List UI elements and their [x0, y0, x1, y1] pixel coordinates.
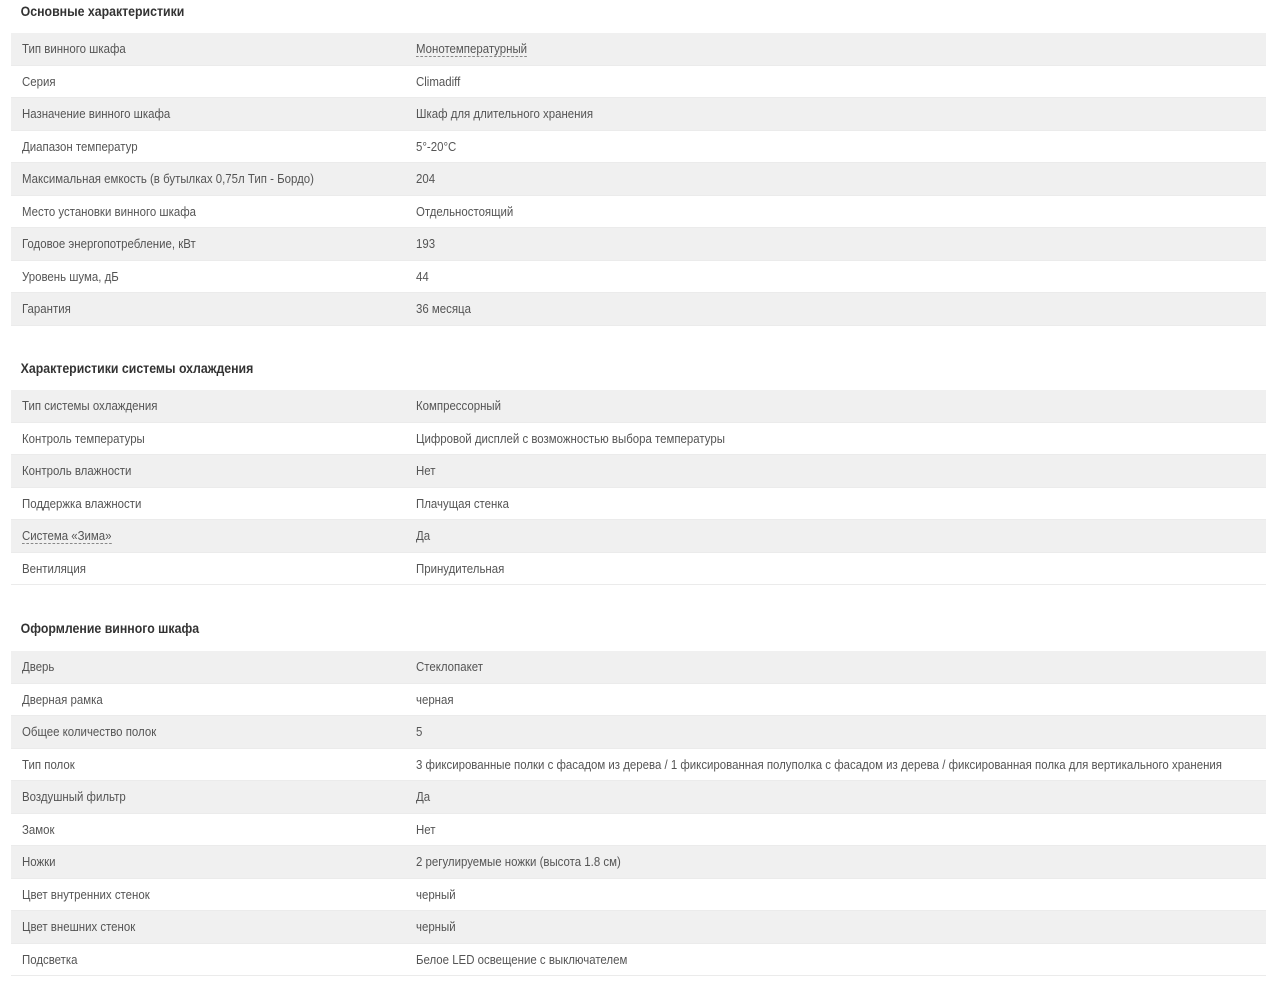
spec-name: Назначение винного шкафа [22, 106, 171, 122]
table-row [11, 879, 1266, 912]
table-row [11, 33, 1266, 66]
section-title: Основные характеристики [20, 3, 185, 19]
section-cooling-specs [11, 357, 1266, 585]
section-main-specs [11, 0, 1266, 326]
spec-name: Ножки [22, 854, 56, 870]
spec-value: Принудительная [416, 560, 505, 576]
table-row [11, 98, 1266, 131]
spec-name: Тип винного шкафа [22, 41, 126, 57]
table-row [11, 455, 1266, 488]
spec-value: Да [416, 789, 431, 805]
spec-value: 193 [416, 236, 436, 252]
table-row [11, 684, 1266, 717]
spec-name: Тип системы охлаждения [22, 398, 158, 414]
table-row [11, 390, 1266, 423]
spec-name: Цвет внешних стенок [22, 919, 136, 935]
spec-value: Отдельностоящий [416, 203, 514, 219]
table-row [11, 228, 1266, 261]
spec-value: Цифровой дисплей с возможностью выбора температуры [416, 430, 725, 446]
table-row [11, 196, 1266, 229]
spec-name [22, 520, 124, 552]
spec-value-link[interactable]: Монотемпературный [416, 40, 528, 56]
spec-value: Climadiff [416, 73, 461, 89]
spec-name: Замок [22, 821, 55, 837]
table-row [11, 66, 1266, 99]
spec-name: Серия [22, 73, 56, 89]
spec-value: черная [416, 691, 454, 707]
table-row [11, 163, 1266, 196]
spec-name: Воздушный фильтр [22, 789, 126, 805]
spec-name: Дверь [22, 659, 55, 675]
spec-name: Контроль температуры [22, 430, 145, 446]
spec-name-link[interactable]: Система «Зима» [22, 527, 112, 543]
specs-table [11, 651, 1266, 976]
spec-value: 204 [416, 171, 436, 187]
table-row [11, 131, 1266, 164]
spec-name: Цвет внутренних стенок [22, 886, 150, 902]
spec-name: Дверная рамка [22, 691, 103, 707]
table-row [11, 814, 1266, 847]
spec-name: Подсветка [22, 951, 78, 967]
spec-value: Нет [416, 463, 436, 479]
spec-value: Компрессорный [416, 398, 502, 414]
spec-value: Шкаф для длительного хранения [416, 106, 594, 122]
table-row [11, 651, 1266, 684]
spec-name: Поддержка влажности [22, 495, 142, 511]
spec-value: Плачущая стенка [416, 495, 509, 511]
spec-value: 2 регулируемые ножки (высота 1.8 см) [416, 854, 621, 870]
spec-value: 5°-20°С [416, 138, 457, 154]
table-row [11, 293, 1266, 326]
spec-name: Гарантия [22, 301, 71, 317]
spec-name: Вентиляция [22, 560, 86, 576]
spec-name: Общее количество полок [22, 724, 157, 740]
spec-value: 44 [416, 268, 429, 284]
spec-name: Тип полок [22, 756, 75, 772]
table-row [11, 520, 1266, 553]
table-row [11, 261, 1266, 294]
table-row [11, 911, 1266, 944]
spec-name: Уровень шума, дБ [22, 268, 119, 284]
table-row [11, 553, 1266, 586]
spec-value: черный [416, 919, 456, 935]
spec-value: Стеклопакет [416, 659, 483, 675]
spec-name: Контроль влажности [22, 463, 132, 479]
table-row [11, 423, 1266, 456]
table-row [11, 846, 1266, 879]
spec-value [416, 33, 542, 65]
table-row [11, 781, 1266, 814]
spec-value: Да [416, 528, 431, 544]
spec-value: 3 фиксированные полки с фасадом из дерева / 1 фиксированная полуполка с фасадом из дерева / фиксированная полка для вертикального хранения [416, 756, 1223, 772]
table-row [11, 716, 1266, 749]
spec-name: Годовое энергопотребление, кВт [22, 236, 196, 252]
spec-value: черный [416, 886, 456, 902]
spec-value: 36 месяца [416, 301, 471, 317]
spec-value: 5 [416, 724, 423, 740]
specs-table [11, 33, 1266, 326]
table-row [11, 944, 1266, 977]
spec-name: Диапазон температур [22, 138, 138, 154]
spec-name: Место установки винного шкафа [22, 203, 197, 219]
table-row [11, 749, 1266, 782]
section-title: Оформление винного шкафа [20, 620, 200, 636]
specs-table [11, 390, 1266, 585]
section-design-specs [11, 617, 1266, 976]
section-title: Характеристики системы охлаждения [20, 360, 254, 376]
spec-value: Нет [416, 821, 436, 837]
spec-name: Максимальная емкость (в бутылках 0,75л Тип - Бордо) [22, 171, 314, 187]
spec-value: Белое LED освещение с выключателем [416, 951, 628, 967]
table-row [11, 488, 1266, 521]
